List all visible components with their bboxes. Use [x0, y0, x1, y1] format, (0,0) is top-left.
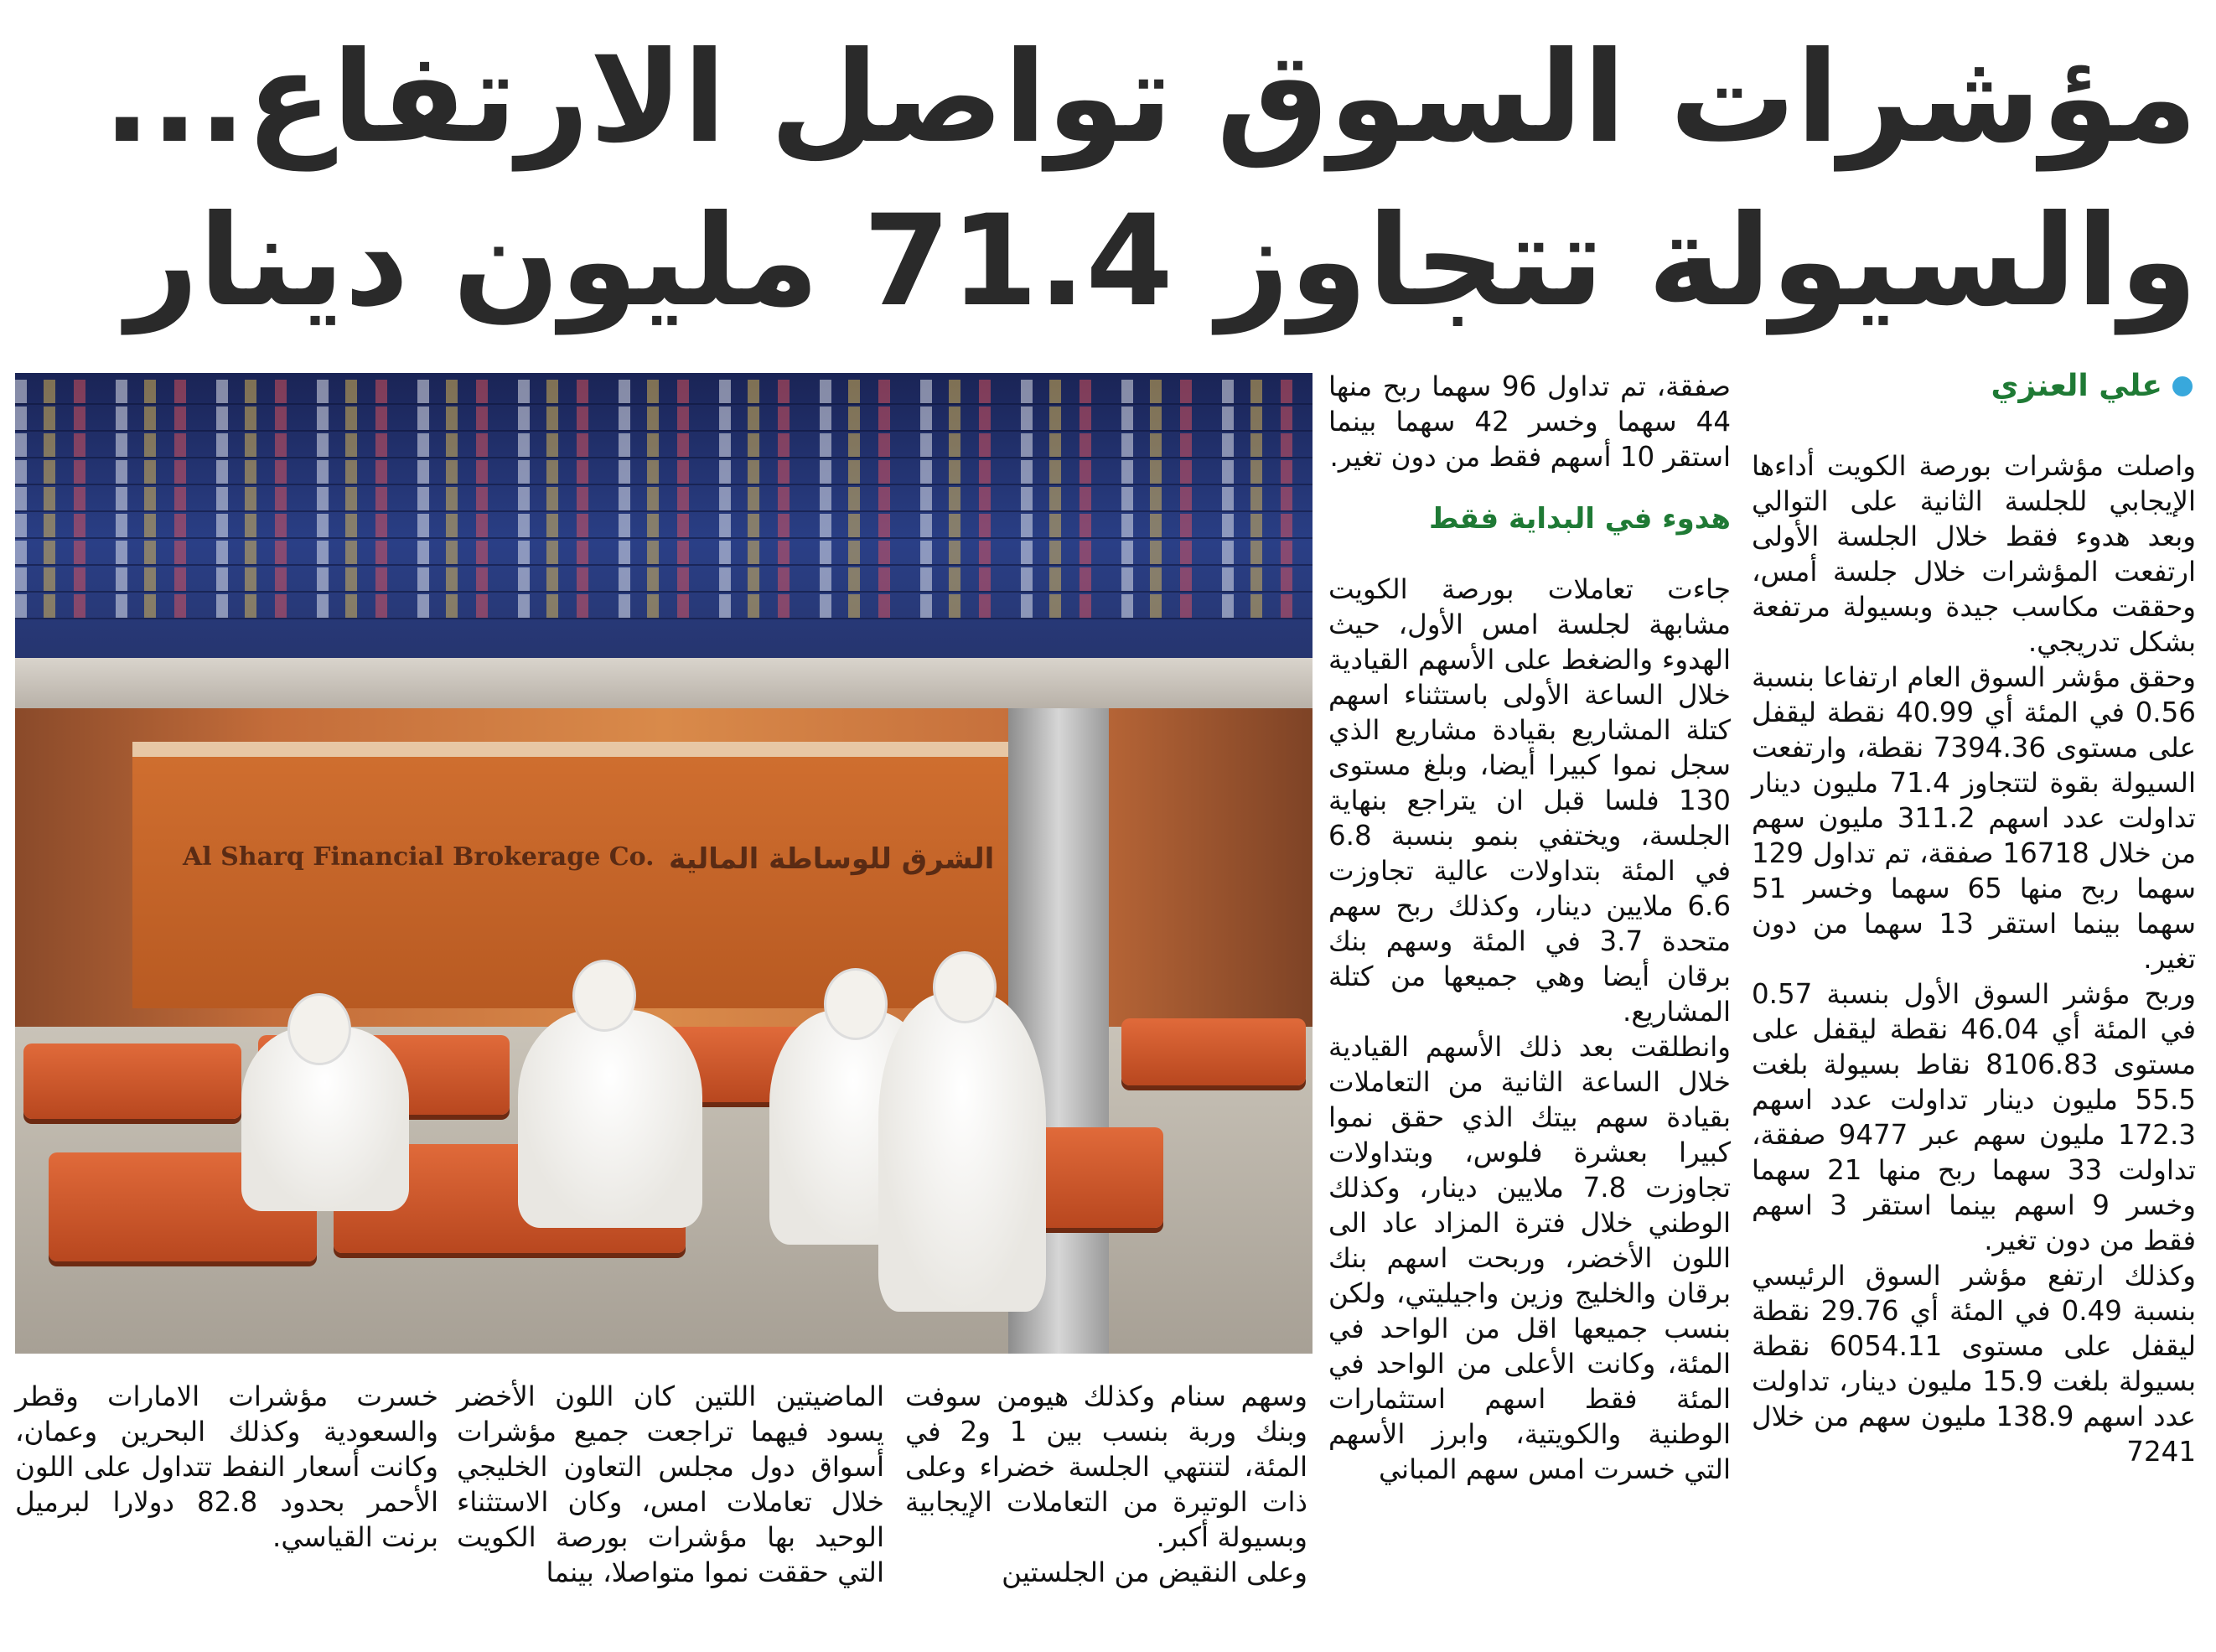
- paragraph: الماضيتين اللتين كان اللون الأخضر يسود فيهما تراجعت جميع مؤشرات أسواق دول مجلس التعاون الخليجي خلال تعاملات امس، وكان الاستثناء الوحيد بها مؤشرات بورصة الكويت التي حققت نموا متواصلا، بينما: [457, 1380, 884, 1588]
- paragraph: صفقة، تم تداول 96 سهما ربح منها 44 سهما وخسر 42 سهما بينما استقر 10 أسهم فقط من دون تغير.: [1328, 370, 1731, 473]
- stock-ticker-board: [15, 373, 1313, 658]
- headline-line-2: والسيولة تتجاوز 71.4 مليون دينار: [126, 189, 2198, 334]
- paragraph: وعلى النقيض من الجلستين: [1002, 1556, 1307, 1588]
- article-column-5: [15, 1379, 438, 1555]
- paragraph: وانطلقت بعد ذلك الأسهم القيادية خلال الساعة الثانية من التعاملات بقيادة سهم بيتك الذي حقق نموا كبيرا بعشرة فلوس، وبتداولات تجاوزت 7.8 ملايين دينار، وكذلك الوطني خلال فترة المزاد عاد الى اللون الأخضر، وربحت اسهم بنك برقان والخليج وزين واجيليتي، ولكن بنسب جميعها اقل من الواحد في المئة، وكانت الأعلى من الواحد في المئة فقط اسهم استثمارات الوطنية والكويتية، وابرز الأسهم التي خسرت امس سهم المباني: [1328, 1031, 1731, 1485]
- article-column-4: [457, 1379, 884, 1590]
- paragraph: خسرت مؤشرات الامارات وقطر والسعودية وكذلك البحرين وعمان، وكانت أسعار النفط تتداول على اللون الأحمر بحدود 82.8 دولارا لبرميل برنت القياسي.: [15, 1380, 438, 1553]
- person-seated: [878, 993, 1046, 1312]
- paragraph: واصلت مؤشرات بورصة الكويت أداءها الإيجابي للجلسة الثانية على التوالي وبعد هدوء فقط خلال الجلسة الأولى ارتفعت المؤشرات خلال جلسة أمس، وحققت مكاسب جيدة وبسيولة مرتفعة بشكل تدريجي.: [1752, 450, 2196, 658]
- brokerage-sign-english: Al Sharq Financial Brokerage Co.: [183, 842, 655, 872]
- author-name: علي العنزي: [1991, 369, 2162, 403]
- paragraph: وحقق مؤشر السوق العام ارتفاعا بنسبة 0.56 في المئة أي 40.99 نقطة ليقفل على مستوى 7394.36 نقطة، وارتفعت السيولة بقوة لتتجاوز 71.4 مليون دينار تداولت عدد اسهم 311.2 مليون سهم من خلال 16718 صفقة، تم تداول 129 سهما ربح منها 65 سهما وخسر 51 سهما بينما استقر 13 سهما من دون تغير.: [1752, 661, 2197, 975]
- headline-line-1: مؤشرات السوق تواصل الارتفاع...: [102, 25, 2198, 171]
- section-subheading: هدوء في البداية فقط: [1428, 502, 1731, 536]
- brokerage-sign-arabic: الشرق للوساطة المالية: [669, 842, 995, 876]
- article-column-1: [1752, 448, 2196, 1469]
- person-seated: [518, 1010, 702, 1228]
- article-column-3: [905, 1379, 1307, 1590]
- article-column-2: [1328, 369, 1731, 1487]
- byline: [1991, 369, 2193, 403]
- trading-floor-photo: [15, 373, 1313, 1354]
- paragraph: وربح مؤشر السوق الأول بنسبة 0.57 في المئة أي 46.04 نقطة ليقفل على مستوى 8106.83 نقاط بسيولة بلغت 55.5 مليون دينار تداولت عدد اسهم 172.3 مليون سهم عبر 9477 صفقة، تداولت 33 سهما ربح منها 21 سهما وخسر 9 اسهم بينما استقر 3 اسهم فقط من دون تغير.: [1752, 978, 2196, 1256]
- bullet-dot-icon: [2172, 376, 2193, 396]
- paragraph: وسهم سنام وكذلك هيومن سوفت وبنك وربة بنسب بين 1 و2 في المئة، لتنتهي الجلسة خضراء وعلى ذات الوتيرة من التعاملات الإيجابية وبسيولة أكبر.: [905, 1380, 1307, 1553]
- paragraph: وكذلك ارتفع مؤشر السوق الرئيسي بنسبة 0.49 في المئة أي 29.76 نقطة ليقفل على مستوى 6054.11 نقطة بسيولة بلغت 15.9 مليون دينار، تداولت عدد اسهم 138.9 مليون سهم من خلال 7241: [1752, 1260, 2196, 1468]
- paragraph: جاءت تعاملات بورصة الكويت مشابهة لجلسة امس الأول، حيث الهدوء والضغط على الأسهم القيادية خلال الساعة الأولى باستثناء اسهم كتلة المشاريع بقيادة مشاريع الذي سجل نموا كبيرا أيضا، وبلغ مستوى 130 فلسا قبل ان يتراجع بنهاية الجلسة، ويختفي بنمو بنسبة 6.8 في المئة بتداولات عالية تجاوزت 6.6 ملايين دينار، وكذلك ربح سهم متحدة 3.7 في المئة وسهم بنك برقان أيضا وهي جميعها من كتلة المشاريع.: [1328, 573, 1731, 1028]
